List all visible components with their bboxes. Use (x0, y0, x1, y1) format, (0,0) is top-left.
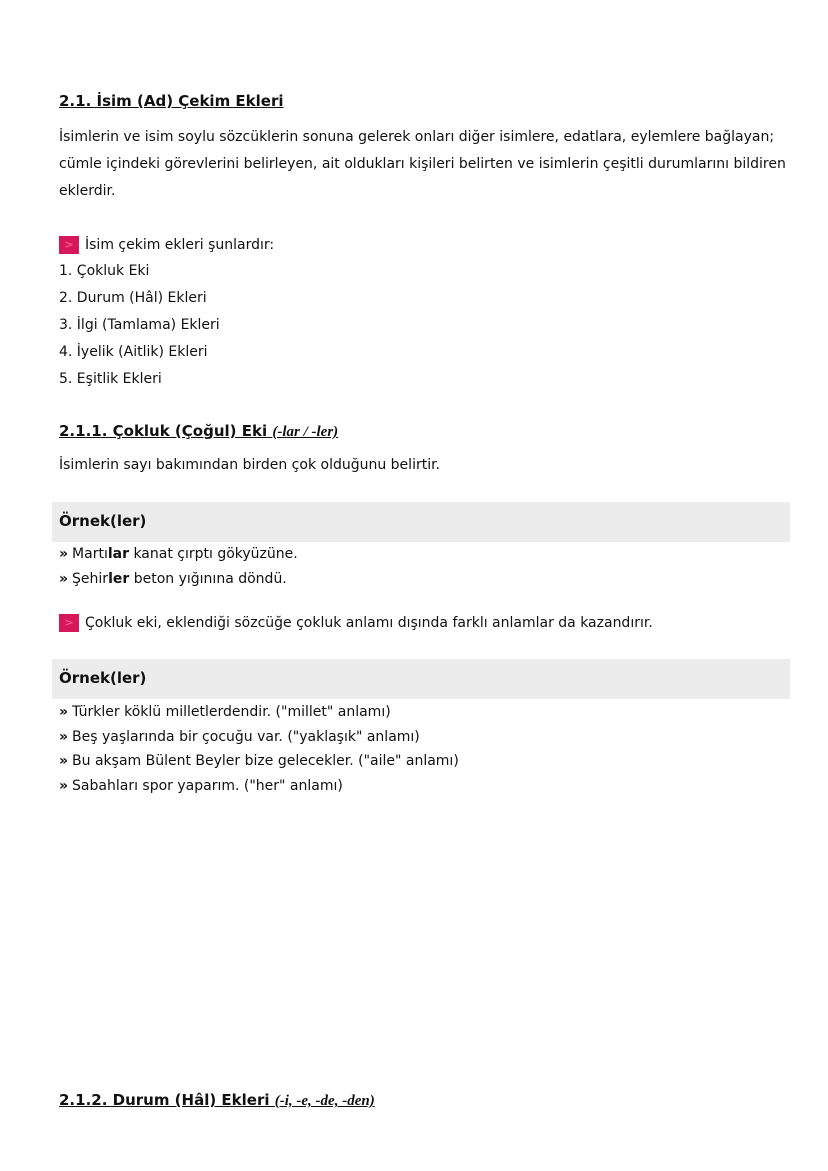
bullet-icon: » (59, 778, 69, 794)
heading-text: 2.1.2. Durum (Hâl) Ekleri (59, 1091, 270, 1109)
bullet-icon: » (59, 753, 69, 769)
list-item: 1. Çokluk Eki (59, 263, 150, 279)
plural-paragraph: İsimlerin sayı bakımından birden çok olduğunu belirtir. (59, 457, 441, 473)
example-item (59, 753, 459, 769)
example-text: Şehir (72, 571, 109, 587)
example-item (59, 546, 298, 562)
example-item (59, 729, 420, 745)
example-suffix: ler (108, 571, 130, 587)
arrow-marker-icon: > (59, 236, 79, 254)
example-text: Beş yaşlarında bir çocuğu var. ("yaklaşık" anlamı) (72, 729, 420, 745)
paragraph-line: eklerdir. (59, 183, 116, 199)
example-box (52, 502, 790, 542)
heading-suffix: (-lar / -ler) (272, 424, 339, 440)
list-item: 4. İyelik (Aitlik) Ekleri (59, 344, 208, 360)
example-text: Sabahları spor yaparım. ("her" anlamı) (72, 778, 343, 794)
section-heading-2-1-2 (59, 1091, 375, 1110)
example-title: Örnek(ler) (59, 669, 147, 687)
paragraph-line: cümle içindeki görevlerini belirleyen, ait oldukları kişileri belirten ve isimlerin çeşitli durumlarını bildiren (59, 156, 786, 172)
heading-text: 2.1. İsim (Ad) Çekim Ekleri (59, 92, 284, 110)
example-text: kanat çırptı gökyüzüne. (129, 546, 298, 562)
note-text: İsim çekim ekleri şunlardır: (85, 237, 275, 253)
example-text: Martı (72, 546, 108, 562)
example-box (52, 659, 790, 699)
bullet-icon: » (59, 546, 69, 562)
note-text: Çokluk eki, eklendiği sözcüğe çokluk anlamı dışında farklı anlamlar da kazandırır. (85, 615, 653, 631)
example-item (59, 704, 391, 720)
intro-paragraph (59, 124, 789, 205)
example-suffix: lar (107, 546, 129, 562)
example-title: Örnek(ler) (59, 512, 147, 530)
section-heading-2-1-1 (59, 422, 338, 441)
bullet-icon: » (59, 729, 69, 745)
heading-suffix: (-i, -e, -de, -den) (274, 1093, 375, 1109)
bullet-icon: » (59, 571, 69, 587)
example-text: Bu akşam Bülent Beyler bize gelecekler. ("aile" anlamı) (72, 753, 459, 769)
example-item (59, 778, 343, 794)
note-line (59, 236, 274, 254)
paragraph-line: İsimlerin ve isim soylu sözcüklerin sonuna gelerek onları diğer isimlere, edatlara, eylemlere bağlayan; (59, 129, 775, 145)
arrow-marker-icon: > (59, 614, 79, 632)
list-item: 2. Durum (Hâl) Ekleri (59, 290, 207, 306)
example-item (59, 571, 287, 587)
heading-text: 2.1.1. Çokluk (Çoğul) Eki (59, 422, 268, 440)
bullet-icon: » (59, 704, 69, 720)
example-text: beton yığınına döndü. (129, 571, 287, 587)
note-line (59, 614, 653, 632)
example-text: Türkler köklü milletlerdendir. ("millet" anlamı) (72, 704, 391, 720)
list-item: 3. İlgi (Tamlama) Ekleri (59, 317, 220, 333)
section-heading-2-1 (59, 92, 284, 110)
list-item: 5. Eşitlik Ekleri (59, 371, 162, 387)
